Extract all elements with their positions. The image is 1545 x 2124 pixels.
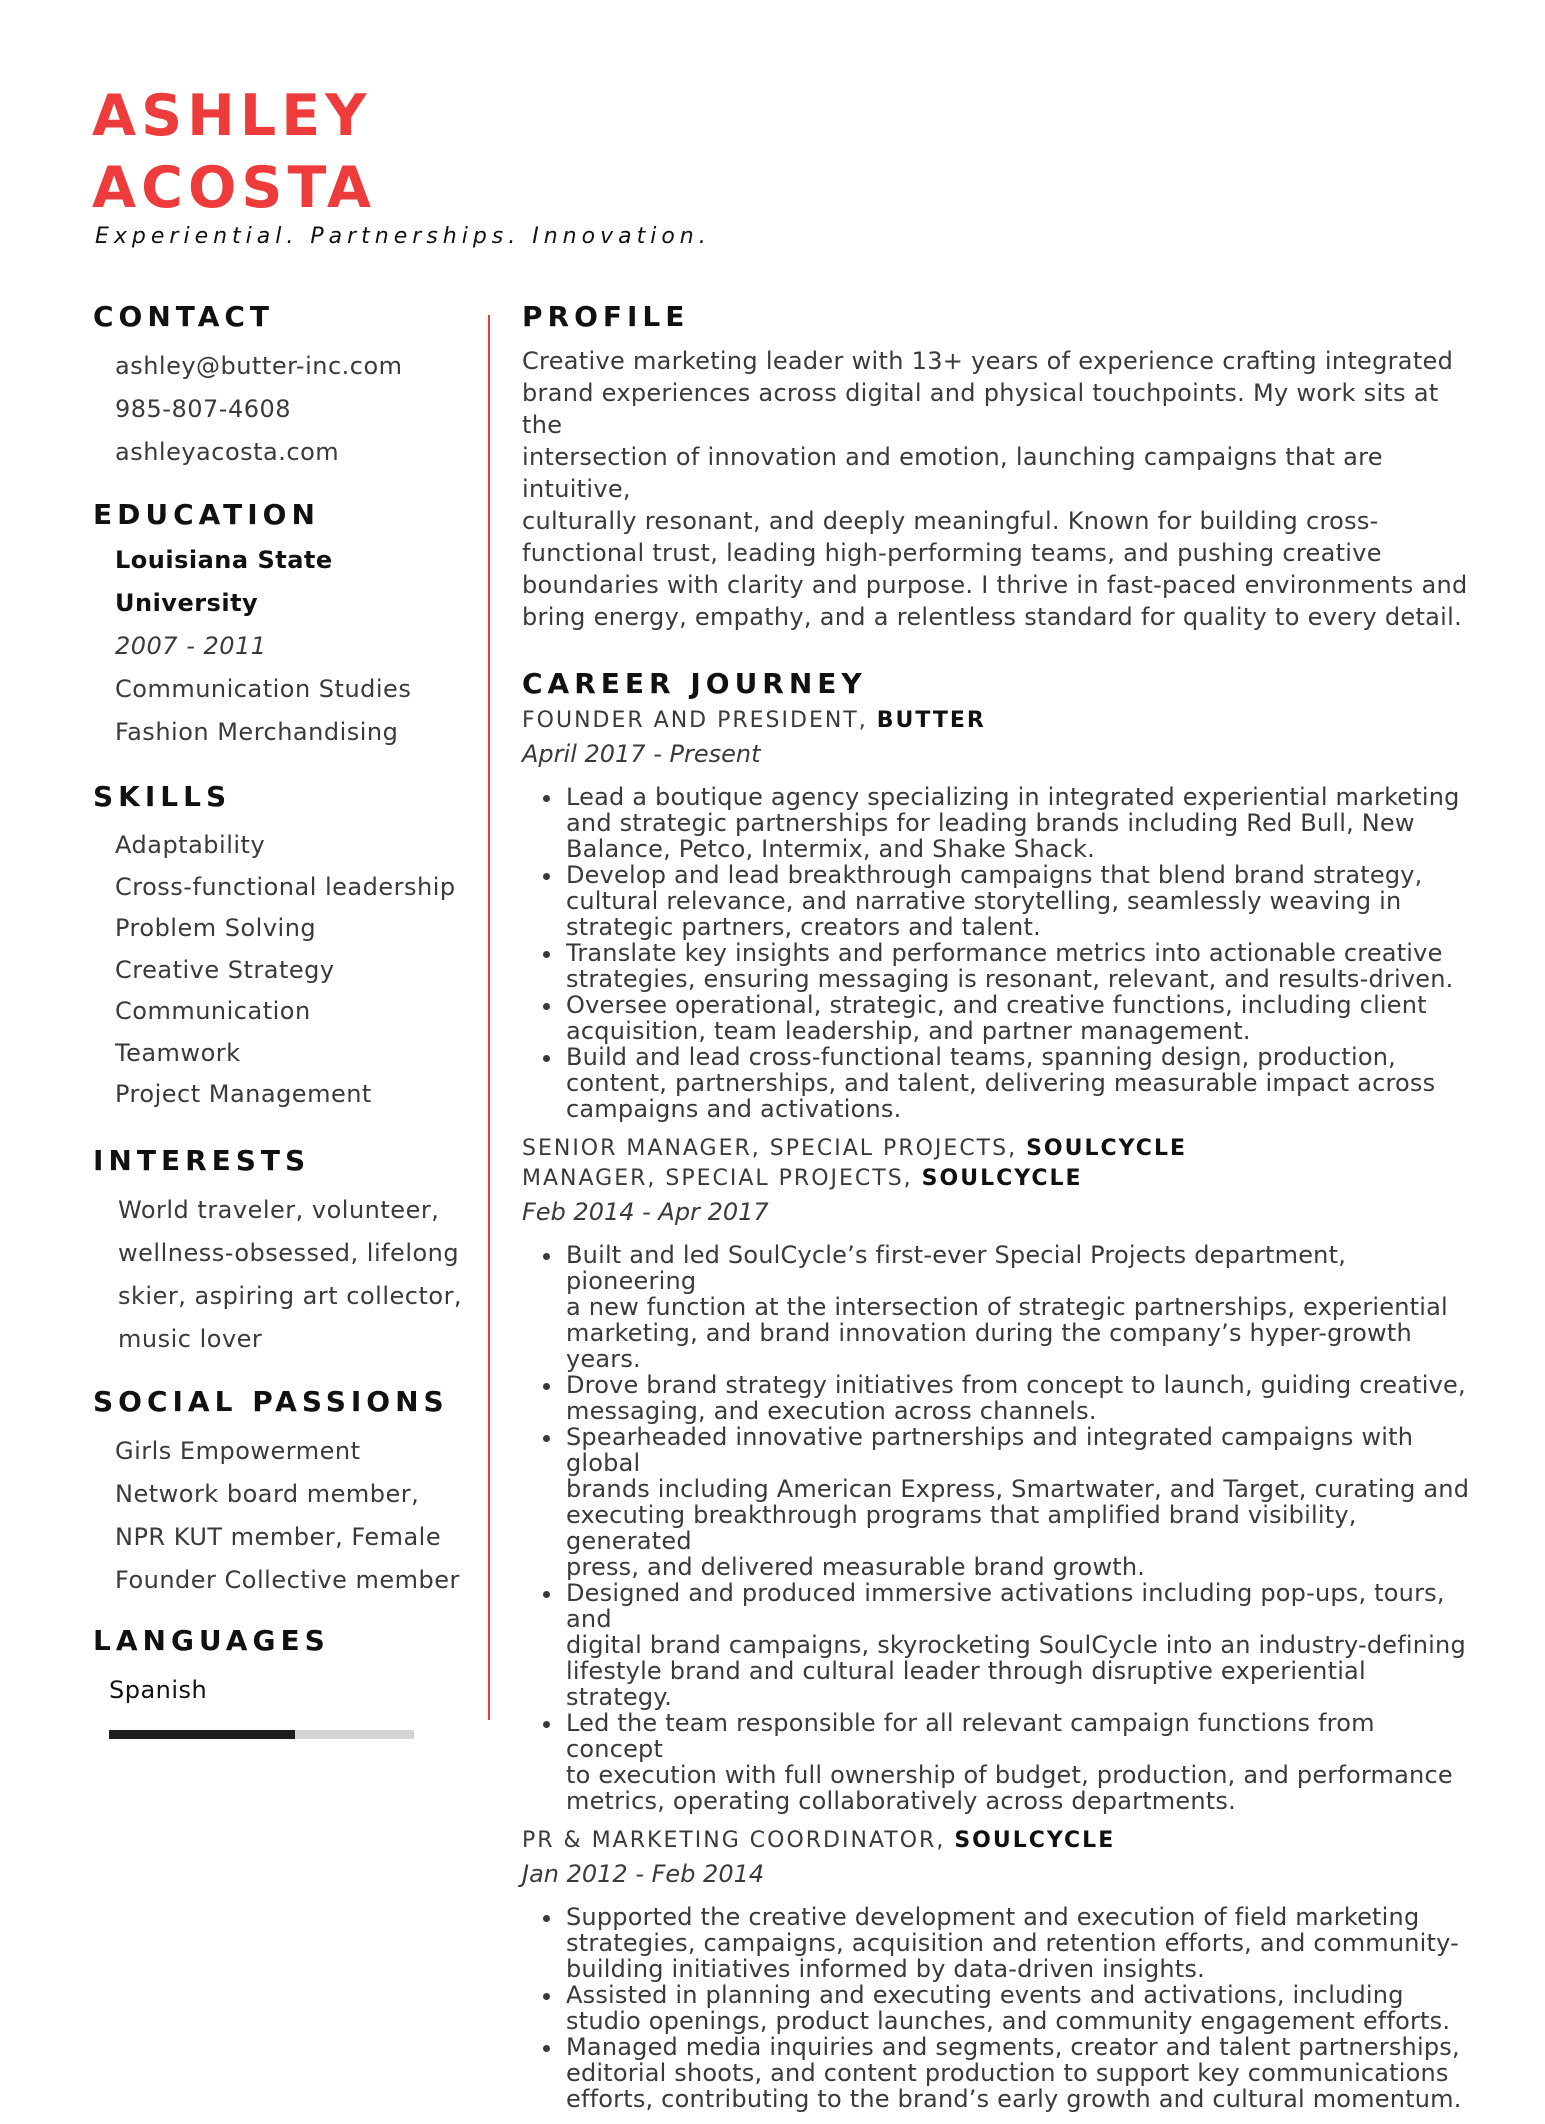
skill-item: Problem Solving <box>115 914 317 942</box>
job-bullet <box>564 1242 1477 1372</box>
contact-email[interactable]: ashley@butter-inc.com <box>115 352 403 380</box>
job-bullet-line: • Built and led SoulCycle’s first-ever Special Projects department, pioneering <box>566 1241 1347 1295</box>
skill-item: Adaptability <box>115 831 266 859</box>
job-entry <box>522 1826 1477 2112</box>
job-bullets <box>522 784 1477 1122</box>
job-bullet-line: • Designed and produced immersive activations including pop-ups, tours, and <box>566 1579 1445 1633</box>
job-bullet-line: strategies, campaigns, acquisition and retention efforts, and community- <box>566 1929 1460 1957</box>
job-company: SOULCYCLE <box>1026 1136 1187 1161</box>
contact-title: CONTACT <box>93 300 275 333</box>
profile-line: Creative marketing leader with 13+ years of experience crafting integrated <box>522 347 1454 375</box>
job-bullet <box>564 992 1477 1044</box>
job-entry <box>522 1134 1477 1814</box>
job-company: SOULCYCLE <box>954 1828 1116 1853</box>
skill-item: Communication <box>115 997 311 1025</box>
job-bullet-line: marketing, and brand innovation during the company’s hyper-growth years. <box>566 1319 1412 1373</box>
job-bullet-line: executing breakthrough programs that amplified brand visibility, generated <box>566 1501 1357 1555</box>
column-divider <box>488 315 490 1720</box>
job-bullet-line: editorial shoots, and content production to support key communications <box>566 2059 1449 2087</box>
job-title <box>522 1134 1477 1164</box>
contact-section <box>93 300 483 474</box>
skill-item: Project Management <box>115 1080 372 1108</box>
languages-section <box>93 1624 483 1739</box>
job-bullet <box>564 784 1477 862</box>
skill-item: Creative Strategy <box>115 955 335 984</box>
skills-title: SKILLS <box>93 780 232 813</box>
job-dates: Jan 2012 - Feb 2014 <box>522 1860 765 1888</box>
job-bullet <box>564 1982 1477 2034</box>
languages-title: LANGUAGES <box>93 1623 330 1657</box>
job-title <box>522 1164 1477 1194</box>
language-level-fill <box>109 1730 295 1739</box>
job-bullet-line: cultural relevance, and narrative storytelling, seamlessly weaving in <box>566 887 1402 915</box>
job-bullet <box>564 940 1477 992</box>
job-entry <box>522 706 1477 1122</box>
language-level-bar <box>109 1730 414 1739</box>
education-title: EDUCATION <box>93 498 320 531</box>
social-line: Girls Empowerment <box>115 1436 361 1465</box>
job-bullet-line: • Build and lead cross-functional teams, spanning design, production, <box>566 1043 1396 1071</box>
right-column <box>522 300 1477 2124</box>
job-bullet <box>564 1372 1477 1424</box>
profile-line: bring energy, empathy, and a relentless standard for quality to every detail. <box>522 603 1463 631</box>
job-bullets <box>522 1904 1477 2112</box>
tagline: Experiential. Partnerships. Innovation. <box>95 224 711 249</box>
social-passions-section <box>93 1385 483 1602</box>
job-bullet-line: • Oversee operational, strategic, and creative functions, including client <box>566 991 1427 1019</box>
job-bullet-line: messaging, and execution across channels. <box>566 1397 1097 1425</box>
job-dates: Feb 2014 - Apr 2017 <box>522 1198 769 1226</box>
job-bullet-line: press, and delivered measurable brand growth. <box>566 1553 1146 1581</box>
job-title <box>522 1826 1477 1856</box>
social-passions-title: SOCIAL PASSIONS <box>93 1384 449 1418</box>
education-school: Louisiana State University <box>115 546 333 617</box>
left-column <box>93 300 483 1739</box>
job-bullet-line: acquisition, team leadership, and partner management. <box>566 1017 1251 1045</box>
job-bullet-line: a new function at the intersection of strategic partnerships, experiential <box>566 1293 1448 1321</box>
interests-line: wellness-obsessed, lifelong <box>118 1238 460 1267</box>
interests-line: World traveler, volunteer, <box>118 1195 440 1224</box>
job-bullet-line: Balance, Petco, Intermix, and Shake Shack. <box>566 835 1095 863</box>
profile-text <box>522 345 1477 633</box>
job-bullet-line: metrics, operating collaboratively across departments. <box>566 1787 1236 1815</box>
skill-item: Teamwork <box>115 1038 241 1067</box>
job-role: SENIOR MANAGER, SPECIAL PROJECTS, <box>522 1136 1018 1161</box>
job-company: BUTTER <box>876 708 986 733</box>
social-line: Founder Collective member <box>115 1565 460 1594</box>
profile-line: culturally resonant, and deeply meaningful. Known for building cross- <box>522 507 1379 535</box>
interests-section <box>93 1144 483 1361</box>
social-line: Network board member, <box>115 1479 420 1508</box>
job-bullets <box>522 1242 1477 1814</box>
job-bullet-line: building initiatives informed by data-driven insights. <box>566 1955 1205 1983</box>
job-bullet-line: • Translate key insights and performance metrics into actionable creative <box>566 939 1443 967</box>
job-bullet-line: studio openings, product launches, and community engagement efforts. <box>566 2007 1451 2035</box>
job-bullet-line: • Lead a boutique agency specializing in integrated experiential marketing <box>566 783 1460 811</box>
job-bullet-line: strategies, ensuring messaging is resonant, relevant, and results-driven. <box>566 965 1454 993</box>
full-name <box>92 80 376 224</box>
job-bullet-line: • Assisted in planning and executing events and activations, including <box>566 1981 1404 2009</box>
profile-line: brand experiences across digital and physical touchpoints. My work sits at the <box>522 379 1439 439</box>
job-bullet <box>564 1580 1477 1710</box>
job-bullet-line: • Spearheaded innovative partnerships and integrated campaigns with global <box>566 1423 1414 1477</box>
job-bullet-line: • Drove brand strategy initiatives from concept to launch, guiding creative, <box>566 1371 1466 1399</box>
job-bullet-line: • Supported the creative development and execution of field marketing <box>566 1903 1420 1931</box>
job-role: PR & MARKETING COORDINATOR, <box>522 1828 946 1853</box>
job-bullet <box>564 2034 1477 2112</box>
job-bullet-line: • Managed media inquiries and segments, creator and talent partnerships, <box>566 2033 1460 2061</box>
profile-line: boundaries with clarity and purpose. I thrive in fast-paced environments and <box>522 571 1468 599</box>
job-bullet <box>564 1904 1477 1982</box>
language-name: Spanish <box>109 1675 208 1704</box>
job-bullet-line: brands including American Express, Smartwater, and Target, curating and <box>566 1475 1470 1503</box>
contact-website[interactable]: ashleyacosta.com <box>115 438 340 466</box>
job-bullet-line: • Led the team responsible for all relevant campaign functions from concept <box>566 1709 1375 1763</box>
job-bullet-line: • Develop and lead breakthrough campaigns that blend brand strategy, <box>566 861 1423 889</box>
job-list <box>522 706 1477 2112</box>
job-bullet-line: efforts, contributing to the brand’s early growth and cultural momentum. <box>566 2085 1462 2113</box>
education-section <box>93 498 483 754</box>
profile-line: intersection of innovation and emotion, launching campaigns that are intuitive, <box>522 443 1383 503</box>
job-bullet-line: and strategic partnerships for leading brands including Red Bull, New <box>566 809 1415 837</box>
first-name: ASHLEY <box>92 83 372 149</box>
skills-section <box>93 780 483 1116</box>
profile-section <box>522 300 1477 633</box>
job-role: MANAGER, SPECIAL PROJECTS, <box>522 1166 913 1191</box>
job-bullet <box>564 862 1477 940</box>
job-company: SOULCYCLE <box>921 1166 1083 1191</box>
job-bullet-line: strategic partners, creators and talent. <box>566 913 1041 941</box>
education-major: Communication Studies <box>115 675 412 703</box>
job-bullet <box>564 1710 1477 1814</box>
job-bullet-line: campaigns and activations. <box>566 1095 902 1123</box>
profile-line: functional trust, leading high-performing teams, and pushing creative <box>522 539 1382 567</box>
education-major: Fashion Merchandising <box>115 718 399 746</box>
job-role: FOUNDER AND PRESIDENT, <box>522 708 868 733</box>
career-section <box>522 667 1477 2112</box>
education-years: 2007 - 2011 <box>115 632 267 660</box>
job-bullet <box>564 1424 1477 1580</box>
interests-line: music lover <box>118 1324 263 1353</box>
skill-item: Cross-functional leadership <box>115 872 456 901</box>
job-title <box>522 706 1477 736</box>
job-bullet-line: to execution with full ownership of budget, production, and performance <box>566 1761 1453 1789</box>
profile-title: PROFILE <box>522 300 690 333</box>
interests-title: INTERESTS <box>93 1143 311 1177</box>
career-title: CAREER JOURNEY <box>522 667 867 700</box>
job-dates: April 2017 - Present <box>522 740 761 768</box>
contact-phone[interactable]: 985-807-4608 <box>115 395 292 423</box>
job-bullet-line: digital brand campaigns, skyrocketing SoulCycle into an industry-defining <box>566 1631 1466 1659</box>
job-bullet-line: content, partnerships, and talent, delivering measurable impact across <box>566 1069 1436 1097</box>
job-bullet <box>564 1044 1477 1122</box>
social-line: NPR KUT member, Female <box>115 1522 442 1551</box>
job-bullet-line: lifestyle brand and cultural leader through disruptive experiential strategy. <box>566 1657 1366 1711</box>
last-name: ACOSTA <box>92 155 377 221</box>
interests-line: skier, aspiring art collector, <box>118 1281 463 1310</box>
